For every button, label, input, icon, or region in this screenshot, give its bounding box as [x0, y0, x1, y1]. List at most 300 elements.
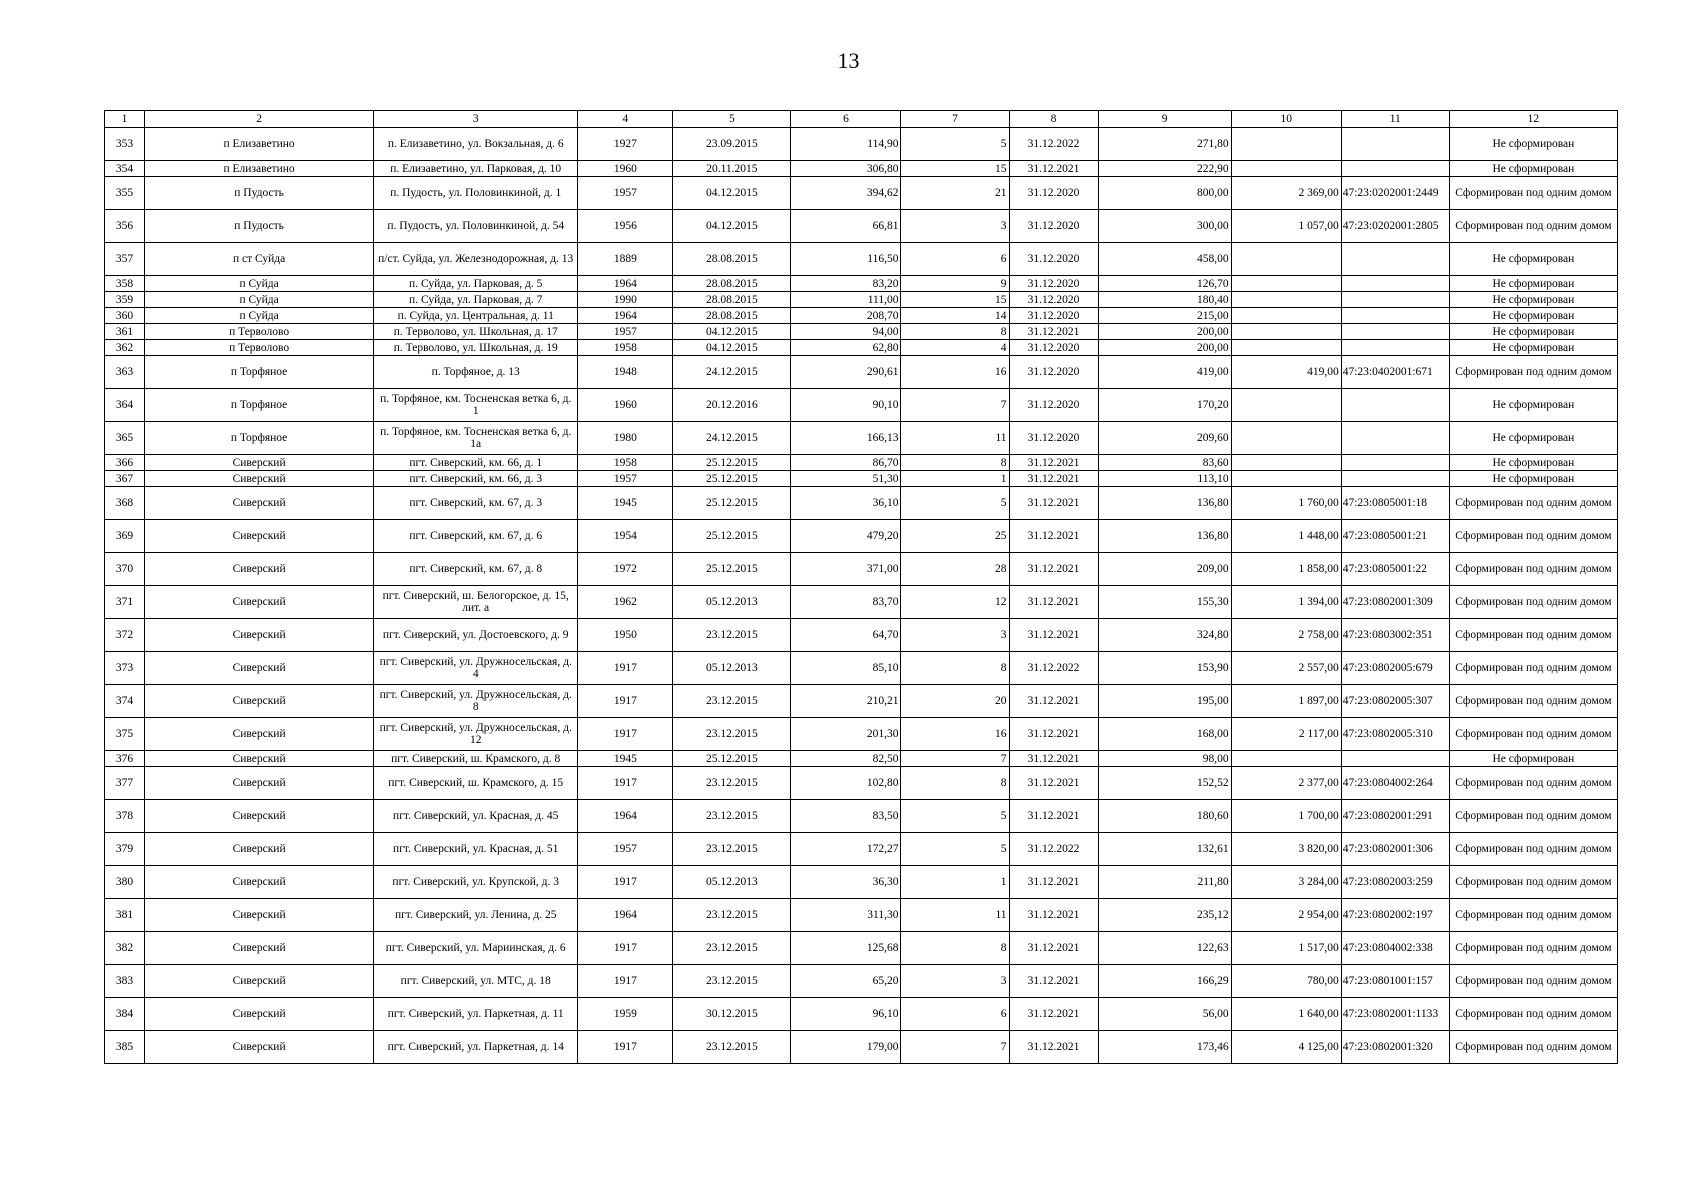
- cadastral-number-cell: [1341, 308, 1449, 324]
- year-cell: 1917: [578, 866, 673, 899]
- row-number-cell: 373: [105, 652, 145, 685]
- area-total-cell: 83,60: [1098, 455, 1231, 471]
- residents-cell: 3: [901, 965, 1009, 998]
- deadline-cell: 31.12.2022: [1009, 833, 1098, 866]
- year-cell: 1917: [578, 932, 673, 965]
- settlement-cell: п Терволово: [145, 324, 374, 340]
- date-cell: 25.12.2015: [673, 520, 791, 553]
- table-row: [105, 652, 1618, 685]
- residents-cell: 16: [901, 718, 1009, 751]
- date-cell: 23.09.2015: [673, 128, 791, 161]
- land-status-cell: Сформирован под одним домом: [1449, 866, 1617, 899]
- header-row: [105, 111, 1618, 128]
- area-total-cell: 235,12: [1098, 899, 1231, 932]
- column-header: 5: [673, 111, 791, 128]
- date-cell: 23.12.2015: [673, 619, 791, 652]
- settlement-cell: Сиверский: [145, 866, 374, 899]
- land-status-cell: Не сформирован: [1449, 340, 1617, 356]
- settlement-cell: Сиверский: [145, 965, 374, 998]
- land-status-cell: Не сформирован: [1449, 243, 1617, 276]
- deadline-cell: 31.12.2020: [1009, 356, 1098, 389]
- residents-cell: 11: [901, 899, 1009, 932]
- date-cell: 05.12.2013: [673, 586, 791, 619]
- address-cell: п. Торфяное, км. Тосненская ветка 6, д. 1: [374, 389, 578, 422]
- residents-cell: 3: [901, 619, 1009, 652]
- area-total-cell: 300,00: [1098, 210, 1231, 243]
- date-cell: 25.12.2015: [673, 751, 791, 767]
- deadline-cell: 31.12.2020: [1009, 177, 1098, 210]
- address-cell: п. Торфяное, д. 13: [374, 356, 578, 389]
- area-cell: 102,80: [791, 767, 901, 800]
- row-number-cell: 370: [105, 553, 145, 586]
- deadline-cell: 31.12.2021: [1009, 751, 1098, 767]
- date-cell: 25.12.2015: [673, 455, 791, 471]
- date-cell: 25.12.2015: [673, 553, 791, 586]
- column-header: 2: [145, 111, 374, 128]
- housing-table: [104, 110, 1618, 1064]
- page-number: 13: [837, 48, 860, 73]
- residents-cell: 6: [901, 243, 1009, 276]
- land-status-cell: Сформирован под одним домом: [1449, 800, 1617, 833]
- date-cell: 23.12.2015: [673, 899, 791, 932]
- cadastral-number-cell: [1341, 389, 1449, 422]
- area-cell: 210,21: [791, 685, 901, 718]
- land-area-cell: 419,00: [1231, 356, 1341, 389]
- land-area-cell: [1231, 292, 1341, 308]
- row-number-cell: 365: [105, 422, 145, 455]
- area-total-cell: 200,00: [1098, 340, 1231, 356]
- land-area-cell: [1231, 389, 1341, 422]
- land-area-cell: [1231, 324, 1341, 340]
- year-cell: 1957: [578, 324, 673, 340]
- cadastral-number-cell: 47:23:0802005:307: [1341, 685, 1449, 718]
- date-cell: 23.12.2015: [673, 767, 791, 800]
- row-number-cell: 353: [105, 128, 145, 161]
- cadastral-number-cell: 47:23:0805001:21: [1341, 520, 1449, 553]
- settlement-cell: п Терволово: [145, 340, 374, 356]
- date-cell: 24.12.2015: [673, 356, 791, 389]
- area-cell: 208,70: [791, 308, 901, 324]
- land-status-cell: Сформирован под одним домом: [1449, 718, 1617, 751]
- land-area-cell: [1231, 276, 1341, 292]
- residents-cell: 9: [901, 276, 1009, 292]
- land-area-cell: 1 700,00: [1231, 800, 1341, 833]
- address-cell: пгт. Сиверский, ул. Красная, д. 45: [374, 800, 578, 833]
- date-cell: 23.12.2015: [673, 1031, 791, 1064]
- area-total-cell: 800,00: [1098, 177, 1231, 210]
- deadline-cell: 31.12.2022: [1009, 128, 1098, 161]
- table-row: [105, 767, 1618, 800]
- cadastral-number-cell: 47:23:0802001:309: [1341, 586, 1449, 619]
- area-total-cell: 209,60: [1098, 422, 1231, 455]
- row-number-cell: 356: [105, 210, 145, 243]
- cadastral-number-cell: [1341, 471, 1449, 487]
- land-area-cell: [1231, 243, 1341, 276]
- row-number-cell: 355: [105, 177, 145, 210]
- area-cell: 36,30: [791, 866, 901, 899]
- year-cell: 1950: [578, 619, 673, 652]
- cadastral-number-cell: 47:23:0202001:2449: [1341, 177, 1449, 210]
- residents-cell: 8: [901, 652, 1009, 685]
- year-cell: 1917: [578, 718, 673, 751]
- deadline-cell: 31.12.2020: [1009, 243, 1098, 276]
- cadastral-number-cell: [1341, 751, 1449, 767]
- cadastral-number-cell: 47:23:0802002:197: [1341, 899, 1449, 932]
- date-cell: 23.12.2015: [673, 965, 791, 998]
- settlement-cell: п Торфяное: [145, 422, 374, 455]
- residents-cell: 5: [901, 833, 1009, 866]
- address-cell: п. Пудость, ул. Половинкиной, д. 1: [374, 177, 578, 210]
- table-row: [105, 422, 1618, 455]
- year-cell: 1945: [578, 487, 673, 520]
- cadastral-number-cell: [1341, 243, 1449, 276]
- deadline-cell: 31.12.2021: [1009, 619, 1098, 652]
- address-cell: пгт. Сиверский, ш. Белогорское, д. 15, лит. а: [374, 586, 578, 619]
- land-area-cell: 2 117,00: [1231, 718, 1341, 751]
- date-cell: 20.11.2015: [673, 161, 791, 177]
- cadastral-number-cell: [1341, 455, 1449, 471]
- table-row: [105, 161, 1618, 177]
- row-number-cell: 375: [105, 718, 145, 751]
- area-cell: 125,68: [791, 932, 901, 965]
- area-total-cell: 166,29: [1098, 965, 1231, 998]
- land-status-cell: Сформирован под одним домом: [1449, 520, 1617, 553]
- area-total-cell: 126,70: [1098, 276, 1231, 292]
- area-total-cell: 132,61: [1098, 833, 1231, 866]
- land-area-cell: 2 758,00: [1231, 619, 1341, 652]
- row-number-cell: 384: [105, 998, 145, 1031]
- table-row: [105, 292, 1618, 308]
- area-cell: 86,70: [791, 455, 901, 471]
- area-total-cell: 56,00: [1098, 998, 1231, 1031]
- settlement-cell: п Суйда: [145, 292, 374, 308]
- year-cell: 1957: [578, 833, 673, 866]
- land-status-cell: Сформирован под одним домом: [1449, 899, 1617, 932]
- year-cell: 1964: [578, 276, 673, 292]
- land-status-cell: Не сформирован: [1449, 276, 1617, 292]
- column-header: 12: [1449, 111, 1617, 128]
- area-total-cell: 195,00: [1098, 685, 1231, 718]
- row-number-cell: 374: [105, 685, 145, 718]
- land-status-cell: Не сформирован: [1449, 422, 1617, 455]
- date-cell: 04.12.2015: [673, 324, 791, 340]
- cadastral-number-cell: 47:23:0801001:157: [1341, 965, 1449, 998]
- table-row: [105, 389, 1618, 422]
- table-row: [105, 553, 1618, 586]
- table-row: [105, 210, 1618, 243]
- settlement-cell: Сиверский: [145, 471, 374, 487]
- land-area-cell: [1231, 455, 1341, 471]
- row-number-cell: 357: [105, 243, 145, 276]
- land-status-cell: Сформирован под одним домом: [1449, 619, 1617, 652]
- area-cell: 90,10: [791, 389, 901, 422]
- residents-cell: 5: [901, 800, 1009, 833]
- address-cell: п. Терволово, ул. Школьная, д. 19: [374, 340, 578, 356]
- land-status-cell: Сформирован под одним домом: [1449, 553, 1617, 586]
- address-cell: пгт. Сиверский, ул. Паркетная, д. 11: [374, 998, 578, 1031]
- area-total-cell: 122,63: [1098, 932, 1231, 965]
- area-cell: 111,00: [791, 292, 901, 308]
- column-header: 9: [1098, 111, 1231, 128]
- land-area-cell: [1231, 471, 1341, 487]
- year-cell: 1957: [578, 471, 673, 487]
- row-number-cell: 377: [105, 767, 145, 800]
- area-cell: 479,20: [791, 520, 901, 553]
- column-header: 6: [791, 111, 901, 128]
- area-cell: 114,90: [791, 128, 901, 161]
- deadline-cell: 31.12.2020: [1009, 422, 1098, 455]
- residents-cell: 8: [901, 932, 1009, 965]
- deadline-cell: 31.12.2021: [1009, 455, 1098, 471]
- row-number-cell: 354: [105, 161, 145, 177]
- address-cell: пгт. Сиверский, км. 66, д. 3: [374, 471, 578, 487]
- date-cell: 20.12.2016: [673, 389, 791, 422]
- row-number-cell: 367: [105, 471, 145, 487]
- cadastral-number-cell: 47:23:0802001:291: [1341, 800, 1449, 833]
- land-status-cell: Не сформирован: [1449, 292, 1617, 308]
- settlement-cell: Сиверский: [145, 553, 374, 586]
- residents-cell: 7: [901, 751, 1009, 767]
- address-cell: пгт. Сиверский, км. 67, д. 3: [374, 487, 578, 520]
- land-area-cell: 1 057,00: [1231, 210, 1341, 243]
- area-total-cell: 180,60: [1098, 800, 1231, 833]
- deadline-cell: 31.12.2021: [1009, 932, 1098, 965]
- column-header: 10: [1231, 111, 1341, 128]
- deadline-cell: 31.12.2021: [1009, 685, 1098, 718]
- area-total-cell: 152,52: [1098, 767, 1231, 800]
- date-cell: 30.12.2015: [673, 998, 791, 1031]
- date-cell: 23.12.2015: [673, 685, 791, 718]
- deadline-cell: 31.12.2021: [1009, 520, 1098, 553]
- deadline-cell: 31.12.2021: [1009, 324, 1098, 340]
- cadastral-number-cell: [1341, 422, 1449, 455]
- cadastral-number-cell: 47:23:0402001:671: [1341, 356, 1449, 389]
- deadline-cell: 31.12.2022: [1009, 652, 1098, 685]
- land-status-cell: Не сформирован: [1449, 471, 1617, 487]
- date-cell: 23.12.2015: [673, 932, 791, 965]
- area-total-cell: 222,90: [1098, 161, 1231, 177]
- address-cell: п. Торфяное, км. Тосненская ветка 6, д. 1а: [374, 422, 578, 455]
- land-status-cell: Сформирован под одним домом: [1449, 487, 1617, 520]
- area-total-cell: 211,80: [1098, 866, 1231, 899]
- land-status-cell: Сформирован под одним домом: [1449, 177, 1617, 210]
- cadastral-number-cell: 47:23:0802001:306: [1341, 833, 1449, 866]
- area-cell: 371,00: [791, 553, 901, 586]
- table-row: [105, 487, 1618, 520]
- land-status-cell: Сформирован под одним домом: [1449, 356, 1617, 389]
- land-status-cell: Не сформирован: [1449, 324, 1617, 340]
- land-area-cell: [1231, 751, 1341, 767]
- residents-cell: 8: [901, 455, 1009, 471]
- year-cell: 1945: [578, 751, 673, 767]
- address-cell: пгт. Сиверский, км. 67, д. 6: [374, 520, 578, 553]
- residents-cell: 7: [901, 389, 1009, 422]
- cadastral-number-cell: 47:23:0805001:22: [1341, 553, 1449, 586]
- address-cell: пгт. Сиверский, ул. Крупской, д. 3: [374, 866, 578, 899]
- address-cell: пгт. Сиверский, км. 66, д. 1: [374, 455, 578, 471]
- area-total-cell: 271,80: [1098, 128, 1231, 161]
- table-row: [105, 177, 1618, 210]
- row-number-cell: 360: [105, 308, 145, 324]
- land-area-cell: [1231, 161, 1341, 177]
- area-cell: 66,81: [791, 210, 901, 243]
- area-cell: 311,30: [791, 899, 901, 932]
- deadline-cell: 31.12.2021: [1009, 586, 1098, 619]
- land-status-cell: Сформирован под одним домом: [1449, 767, 1617, 800]
- area-cell: 36,10: [791, 487, 901, 520]
- table-row: [105, 340, 1618, 356]
- area-cell: 306,80: [791, 161, 901, 177]
- address-cell: пгт. Сиверский, ш. Крамского, д. 15: [374, 767, 578, 800]
- address-cell: п. Суйда, ул. Парковая, д. 7: [374, 292, 578, 308]
- address-cell: пгт. Сиверский, км. 67, д. 8: [374, 553, 578, 586]
- residents-cell: 20: [901, 685, 1009, 718]
- address-cell: пгт. Сиверский, ул. Мариинская, д. 6: [374, 932, 578, 965]
- row-number-cell: 381: [105, 899, 145, 932]
- settlement-cell: Сиверский: [145, 652, 374, 685]
- area-total-cell: 458,00: [1098, 243, 1231, 276]
- land-area-cell: 3 284,00: [1231, 866, 1341, 899]
- year-cell: 1959: [578, 998, 673, 1031]
- settlement-cell: п Елизаветино: [145, 161, 374, 177]
- cadastral-number-cell: 47:23:0802005:679: [1341, 652, 1449, 685]
- land-area-cell: [1231, 308, 1341, 324]
- settlement-cell: Сиверский: [145, 685, 374, 718]
- address-cell: пгт. Сиверский, ш. Крамского, д. 8: [374, 751, 578, 767]
- land-area-cell: 4 125,00: [1231, 1031, 1341, 1064]
- year-cell: 1964: [578, 308, 673, 324]
- table-row: [105, 932, 1618, 965]
- area-cell: 83,70: [791, 586, 901, 619]
- address-cell: п. Терволово, ул. Школьная, д. 17: [374, 324, 578, 340]
- date-cell: 28.08.2015: [673, 308, 791, 324]
- area-total-cell: 113,10: [1098, 471, 1231, 487]
- settlement-cell: п Пудость: [145, 210, 374, 243]
- land-area-cell: 1 448,00: [1231, 520, 1341, 553]
- area-cell: 166,13: [791, 422, 901, 455]
- cadastral-number-cell: [1341, 128, 1449, 161]
- date-cell: 24.12.2015: [673, 422, 791, 455]
- land-status-cell: Не сформирован: [1449, 308, 1617, 324]
- land-status-cell: Сформирован под одним домом: [1449, 685, 1617, 718]
- row-number-cell: 358: [105, 276, 145, 292]
- cadastral-number-cell: [1341, 340, 1449, 356]
- address-cell: п/ст. Суйда, ул. Железнодорожная, д. 13: [374, 243, 578, 276]
- residents-cell: 8: [901, 767, 1009, 800]
- cadastral-number-cell: 47:23:0803002:351: [1341, 619, 1449, 652]
- land-area-cell: [1231, 128, 1341, 161]
- year-cell: 1917: [578, 767, 673, 800]
- column-header: 11: [1341, 111, 1449, 128]
- table-row: [105, 586, 1618, 619]
- row-number-cell: 382: [105, 932, 145, 965]
- address-cell: п. Пудость, ул. Половинкиной, д. 54: [374, 210, 578, 243]
- table-row: [105, 471, 1618, 487]
- residents-cell: 21: [901, 177, 1009, 210]
- settlement-cell: Сиверский: [145, 751, 374, 767]
- cadastral-number-cell: [1341, 276, 1449, 292]
- land-area-cell: 1 858,00: [1231, 553, 1341, 586]
- column-header: 3: [374, 111, 578, 128]
- residents-cell: 7: [901, 1031, 1009, 1064]
- deadline-cell: 31.12.2021: [1009, 1031, 1098, 1064]
- year-cell: 1956: [578, 210, 673, 243]
- area-total-cell: 419,00: [1098, 356, 1231, 389]
- residents-cell: 3: [901, 210, 1009, 243]
- address-cell: пгт. Сиверский, ул. Дружносельская, д. 8: [374, 685, 578, 718]
- deadline-cell: 31.12.2021: [1009, 718, 1098, 751]
- row-number-cell: 371: [105, 586, 145, 619]
- table-row: [105, 866, 1618, 899]
- area-cell: 83,50: [791, 800, 901, 833]
- table-row: [105, 718, 1618, 751]
- row-number-cell: 369: [105, 520, 145, 553]
- residents-cell: 1: [901, 866, 1009, 899]
- area-cell: 94,00: [791, 324, 901, 340]
- table-row: [105, 276, 1618, 292]
- address-cell: пгт. Сиверский, ул. Дружносельская, д. 12: [374, 718, 578, 751]
- residents-cell: 5: [901, 487, 1009, 520]
- row-number-cell: 364: [105, 389, 145, 422]
- settlement-cell: п Суйда: [145, 276, 374, 292]
- column-header: 8: [1009, 111, 1098, 128]
- deadline-cell: 31.12.2021: [1009, 487, 1098, 520]
- residents-cell: 6: [901, 998, 1009, 1031]
- settlement-cell: Сиверский: [145, 767, 374, 800]
- area-cell: 64,70: [791, 619, 901, 652]
- settlement-cell: Сиверский: [145, 619, 374, 652]
- land-status-cell: Сформирован под одним домом: [1449, 932, 1617, 965]
- settlement-cell: п Торфяное: [145, 389, 374, 422]
- cadastral-number-cell: 47:23:0802003:259: [1341, 866, 1449, 899]
- area-total-cell: 155,30: [1098, 586, 1231, 619]
- land-status-cell: Не сформирован: [1449, 455, 1617, 471]
- table-row: [105, 751, 1618, 767]
- date-cell: 25.12.2015: [673, 471, 791, 487]
- residents-cell: 11: [901, 422, 1009, 455]
- area-total-cell: 173,46: [1098, 1031, 1231, 1064]
- land-status-cell: Не сформирован: [1449, 389, 1617, 422]
- cadastral-number-cell: 47:23:0802001:320: [1341, 1031, 1449, 1064]
- year-cell: 1917: [578, 1031, 673, 1064]
- year-cell: 1917: [578, 965, 673, 998]
- area-total-cell: 215,00: [1098, 308, 1231, 324]
- year-cell: 1917: [578, 652, 673, 685]
- deadline-cell: 31.12.2021: [1009, 965, 1098, 998]
- address-cell: пгт. Сиверский, ул. Паркетная, д. 14: [374, 1031, 578, 1064]
- settlement-cell: п Елизаветино: [145, 128, 374, 161]
- area-total-cell: 170,20: [1098, 389, 1231, 422]
- row-number-cell: 363: [105, 356, 145, 389]
- row-number-cell: 362: [105, 340, 145, 356]
- land-status-cell: Сформирован под одним домом: [1449, 210, 1617, 243]
- table-row: [105, 899, 1618, 932]
- land-area-cell: 1 517,00: [1231, 932, 1341, 965]
- column-header: 7: [901, 111, 1009, 128]
- row-number-cell: 376: [105, 751, 145, 767]
- row-number-cell: 359: [105, 292, 145, 308]
- residents-cell: 8: [901, 324, 1009, 340]
- table-row: [105, 800, 1618, 833]
- table-row: [105, 324, 1618, 340]
- year-cell: 1889: [578, 243, 673, 276]
- land-status-cell: Не сформирован: [1449, 751, 1617, 767]
- row-number-cell: 366: [105, 455, 145, 471]
- cadastral-number-cell: 47:23:0805001:18: [1341, 487, 1449, 520]
- cadastral-number-cell: [1341, 292, 1449, 308]
- year-cell: 1960: [578, 161, 673, 177]
- address-cell: пгт. Сиверский, ул. МТС, д. 18: [374, 965, 578, 998]
